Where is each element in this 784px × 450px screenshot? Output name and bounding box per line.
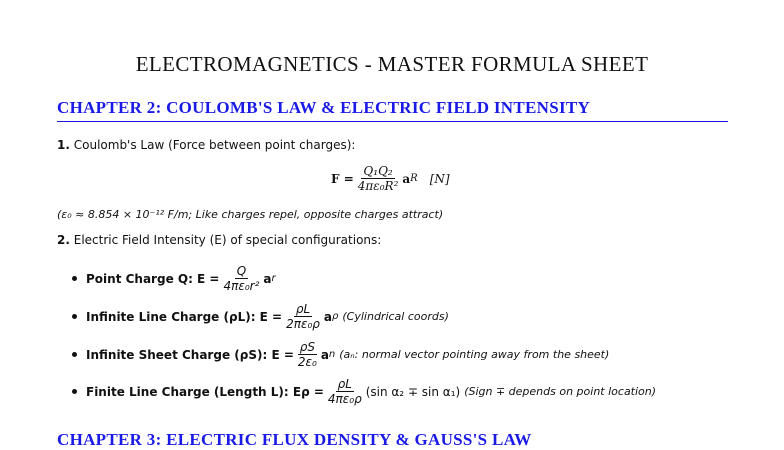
bullet-description: (aₙ: normal vector pointing away from the sheet) — [339, 348, 610, 361]
item-text: Electric Field Intensity (E) of special configurations: — [73, 233, 382, 247]
bullet-vector: a — [263, 271, 272, 286]
bullet-denominator: 4πε₀ρ — [327, 392, 362, 406]
bullet-numerator: ρS — [299, 340, 315, 354]
unit-vector-sub: R — [410, 173, 418, 184]
bullet-vector-sub: n — [328, 349, 336, 360]
bullet-denominator: 4πε₀r² — [223, 279, 260, 293]
bullet-label: Infinite Line Charge (ρL): E = — [86, 309, 283, 324]
item-number: 2. — [57, 233, 70, 247]
item-number: 1. — [57, 138, 70, 152]
item-field-intensity — [57, 233, 381, 247]
bullet-denominator: 2πε₀ρ — [286, 317, 320, 331]
bullet-fraction — [284, 302, 322, 331]
bullet-vector-sub: ρ — [332, 311, 339, 322]
bullet-denominator: 2ε₀ — [297, 355, 317, 369]
bullet-point-charge — [72, 264, 276, 293]
bullet-fraction — [296, 340, 319, 369]
bullet-vector: a — [320, 347, 329, 362]
bullet-label: Finite Line Charge (Length L): Eρ = — [86, 384, 324, 399]
bullet-numerator: Q — [236, 264, 247, 278]
formula-denominator: 4πε₀R² — [357, 179, 399, 193]
bullet-fraction — [222, 264, 262, 293]
bullet-description: (Sign ∓ depends on point location) — [464, 385, 657, 398]
bullet-dot — [72, 314, 77, 319]
bullet-dot — [72, 389, 77, 394]
chapter-2-heading: CHAPTER 2: COULOMB'S LAW & ELECTRIC FIELD INTENSITY — [57, 98, 728, 122]
bullet-fraction — [326, 377, 364, 406]
bullet-sheet-charge — [72, 340, 609, 369]
bullet-vector: a — [323, 309, 333, 324]
permittivity-note: (ε₀ ≈ 8.854 × 10⁻¹² F/m; Like charges repel, opposite charges attract) — [57, 208, 444, 221]
bullet-line-charge — [72, 302, 449, 331]
formula-lhs: F = — [331, 171, 354, 186]
chapter-3-heading: CHAPTER 3: ELECTRIC FLUX DENSITY & GAUSS'S LAW — [57, 430, 532, 449]
bullet-label: Point Charge Q: E = — [86, 271, 220, 286]
item-text: Coulomb's Law (Force between point charges): — [73, 138, 356, 152]
bullet-vector-sub: r — [271, 273, 276, 284]
bullet-numerator: ρL — [295, 302, 311, 316]
bullet-label: Infinite Sheet Charge (ρS): E = — [86, 347, 294, 362]
page-title: ELECTROMAGNETICS - MASTER FORMULA SHEET — [135, 52, 649, 76]
formula-units: [N] — [429, 171, 450, 186]
formula-fraction — [356, 164, 401, 193]
formula-numerator: Q₁Q₂ — [363, 164, 393, 178]
bullet-description: (Cylindrical coords) — [342, 310, 449, 323]
bullet-dot — [72, 352, 77, 357]
item-coulombs-law — [57, 138, 355, 152]
unit-vector: a — [402, 171, 411, 186]
bullet-finite-line-charge — [72, 377, 656, 406]
bullet-vector: (sin α₂ ∓ sin α₁) — [365, 384, 461, 399]
bullet-numerator: ρL — [337, 377, 352, 391]
coulomb-formula — [331, 164, 450, 193]
bullet-dot — [72, 276, 77, 281]
